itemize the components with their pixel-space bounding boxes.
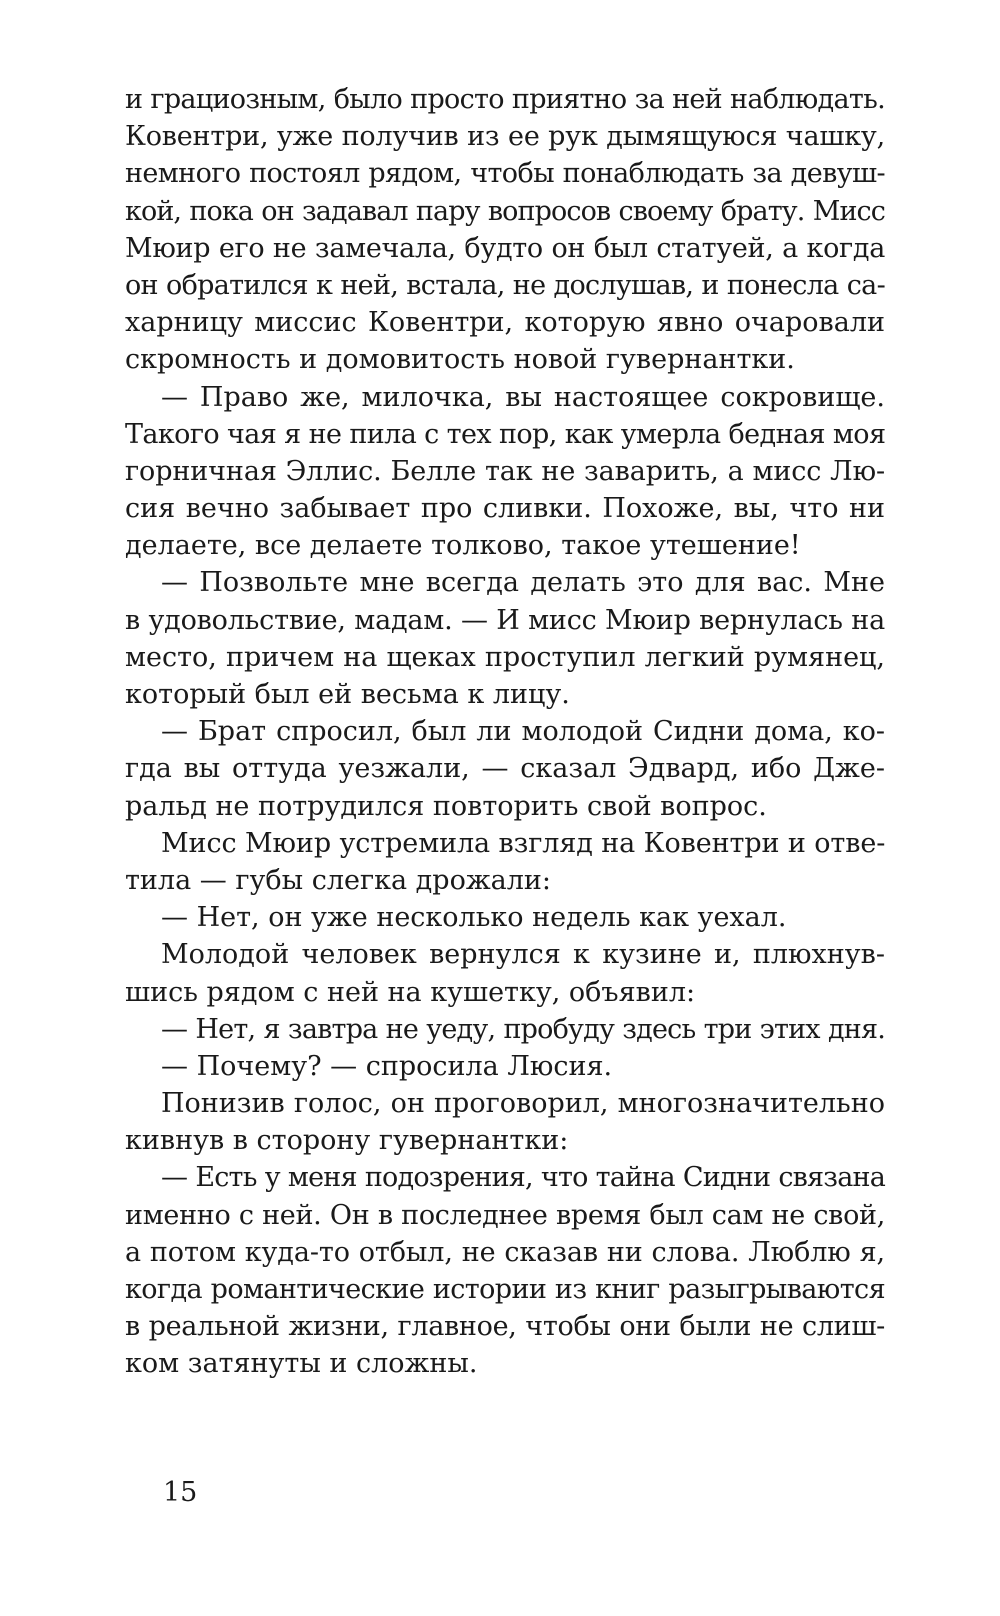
text-line: именно с ней. Он в последнее время был сам не свой, — [125, 1199, 885, 1231]
body-text — [125, 81, 885, 1383]
text-line: когда романтические истории из книг разыгрываются — [125, 1274, 885, 1305]
text-line: который был ей весьма к лицу. — [125, 679, 570, 710]
text-line: делаете, все делаете толково, такое утешение! — [125, 530, 801, 562]
text-line: Ковентри, уже получив из ее рук дымящуюся чашку, — [125, 121, 885, 153]
text-line: — Почему? — спросила Люсия. — [161, 1050, 613, 1082]
text-line: Такого чая я не пила с тех пор, как умерла бедная моя — [125, 418, 886, 450]
text-line: он обратился к ней, встала, не дослушав, и понесла са- — [125, 269, 885, 301]
text-line: тила — губы слегка дрожали: — [125, 864, 552, 896]
text-line: Мюир его не замечала, будто он был статуей, а когда — [125, 232, 885, 264]
text-line: — Брат спросил, был ли молодой Сидни дома, ко- — [161, 716, 885, 748]
text-line: ком затянуты и сложны. — [125, 1348, 478, 1380]
text-line: в реальной жизни, главное, чтобы они были не слиш- — [125, 1311, 885, 1343]
text-line: — Нет, он уже несколько недель как уехал. — [161, 902, 787, 934]
text-line: кивнув в сторону гувернантки: — [125, 1125, 569, 1157]
text-line: немного постоял рядом, чтобы понаблюдать за девуш- — [125, 158, 885, 190]
text-line: Понизив голос, он проговорил, многозначительно — [161, 1088, 885, 1120]
text-line: Молодой человек вернулся к кузине и, плюхнув- — [161, 939, 885, 971]
page-number: 15 — [163, 1477, 198, 1508]
text-line: — Позвольте мне всегда делать это для вас. Мне — [161, 567, 885, 599]
text-line: сия вечно забывает про сливки. Похоже, вы, что ни — [125, 493, 885, 525]
text-line: скромность и домовитость новой гувернантки. — [125, 344, 795, 376]
text-line: место, причем на щеках проступил легкий румянец, — [125, 641, 885, 673]
text-line: — Есть у меня подозрения, что тайна Сидни связана — [161, 1162, 885, 1194]
text-line: — Нет, я завтра не уеду, пробуду здесь три этих дня. — [161, 1013, 885, 1045]
text-line: — Право же, милочка, вы настоящее сокровище. — [161, 381, 885, 413]
text-line: кой, пока он задавал пару вопросов своему брату. Мисс — [125, 195, 885, 227]
text-line: горничная Эллис. Белле так не заварить, а мисс Лю- — [125, 455, 885, 487]
text-line: а потом куда-то отбыл, не сказав ни слова. Люблю я, — [125, 1236, 885, 1268]
text-line: и грациозным, было просто приятно за ней наблюдать. — [125, 84, 885, 115]
text-line: в удовольствие, мадам. — И мисс Мюир вернулась на — [125, 604, 885, 636]
text-line: харницу миссис Ковентри, которую явно очаровали — [125, 307, 885, 339]
text-line: гда вы оттуда уезжали, — сказал Эдвард, ибо Дже- — [125, 753, 885, 785]
text-line: ральд не потрудился повторить свой вопрос. — [125, 790, 767, 822]
text-line: шись рядом с ней на кушетку, объявил: — [125, 976, 696, 1008]
text-line: Мисс Мюир устремила взгляд на Ковентри и отве- — [161, 827, 886, 859]
